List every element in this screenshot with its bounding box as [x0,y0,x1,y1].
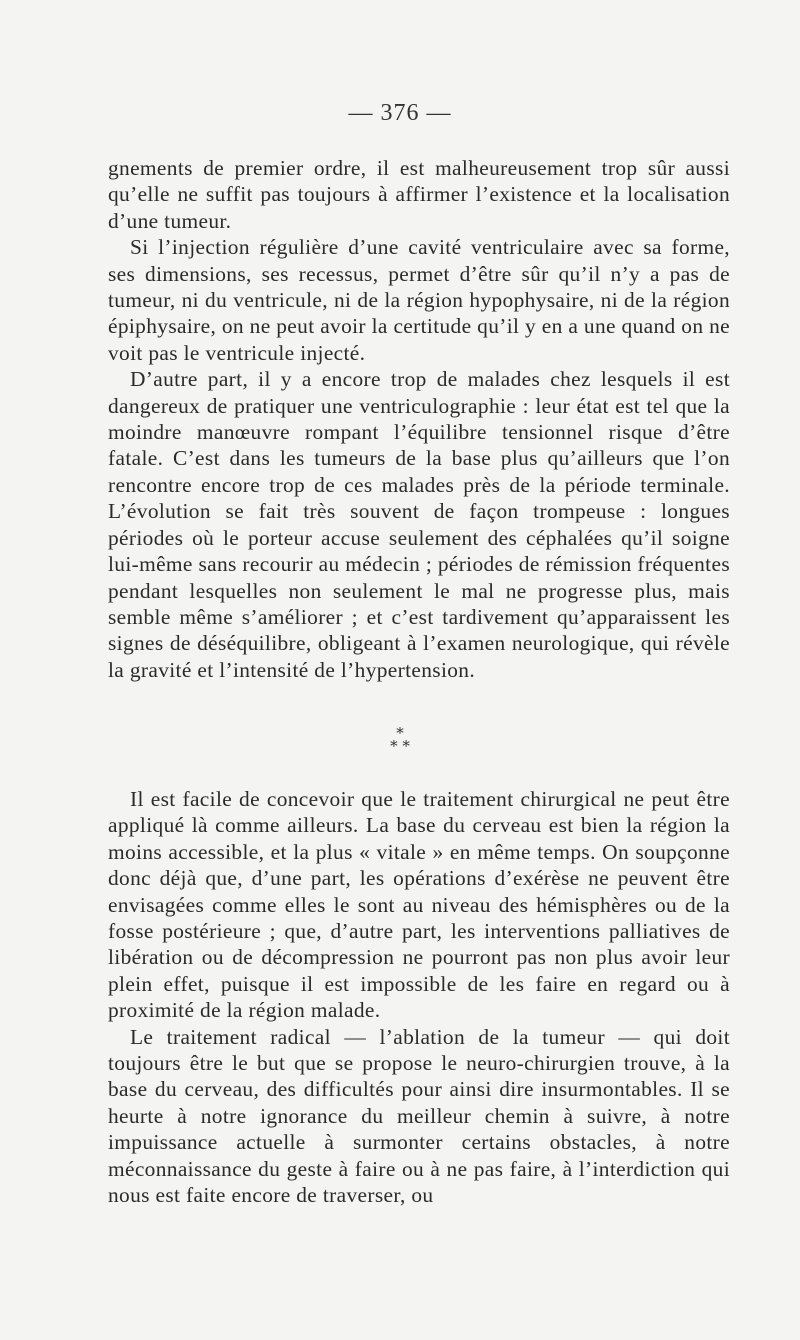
paragraph-1: gnements de premier ordre, il est malheureusement trop sûr aussi qu’elle ne suffit pas toujours à affirmer l’existence et la localisation d’une tumeur. [108,156,730,233]
paragraph-5: Le traitement radical — l’ablation de la tumeur — qui doit toujours être le but que se propose le neuro-chirurgien trouve, à la base du cerveau, des difficultés pour ainsi dire insurmontables. Il se heurte à notre ignorance du meilleur chemin à suivre, à notre impuissance actuelle à surmonter certains obstacles, à notre méconnaissance du geste à faire ou à ne pas faire, à l’interdiction qui nous est faite encore de traverser, ou [108,1024,730,1208]
paragraph-4: Il est facile de concevoir que le traitement chirurgical ne peut être appliqué là comme ailleurs. La base du cerveau est bien la région la moins accessible, et la plus « vitale » en même temps. On soupçonne donc déjà que, d’une part, les opérations d’exérèse ne peuvent être envisagées comme elles le sont au niveau des hémisphères ou de la fosse postérieure ; que, d’autre part, les interventions palliatives de libération ou de décompression ne pourront pas non plus avoir leur plein effet, puisque il est impossible de les faire en regard ou à proximité de la région malade. [108,787,730,1023]
text-section-1 [108,155,730,683]
page-number: — 376 — [348,100,452,126]
asterism-bottom: * * [390,737,410,755]
asterism-separator [0,724,800,755]
paragraph-2: Si l’injection régulière d’une cavité ventriculaire avec sa forme, ses dimensions, ses recessus, permet d’être sûr qu’il n’y a pas de tumeur, ni du ventricule, ni de la région hypophysaire, ni de la région épiphysaire, on ne peut avoir la certitude qu’il y en a une quand on ne voit pas le ventricule injecté. [108,235,730,365]
text-section-2 [108,786,730,1209]
asterism-top: * [396,724,404,742]
paragraph-3: D’autre part, il y a encore trop de malades chez lesquels il est dangereux de pratiquer une ventriculographie : leur état est tel que la moindre manœuvre rompant l’équilibre tensionnel risque d’être fatale. C’est dans les tumeurs de la base plus qu’ailleurs que l’on rencontre encore trop de ces malades près de la période terminale. L’évolution se fait très souvent de façon trompeuse : longues périodes où le porteur accuse seulement des céphalées qu’il soigne lui-même sans recourir au médecin ; périodes de rémission fréquentes pendant lesquelles non seulement le mal ne progresse plus, mais semble même s’améliorer ; et c’est tardivement qu’apparaissent les signes de déséquilibre, obligeant à l’examen neurologique, qui révèle la gravité et l’intensité de l’hypertension. [108,367,730,682]
